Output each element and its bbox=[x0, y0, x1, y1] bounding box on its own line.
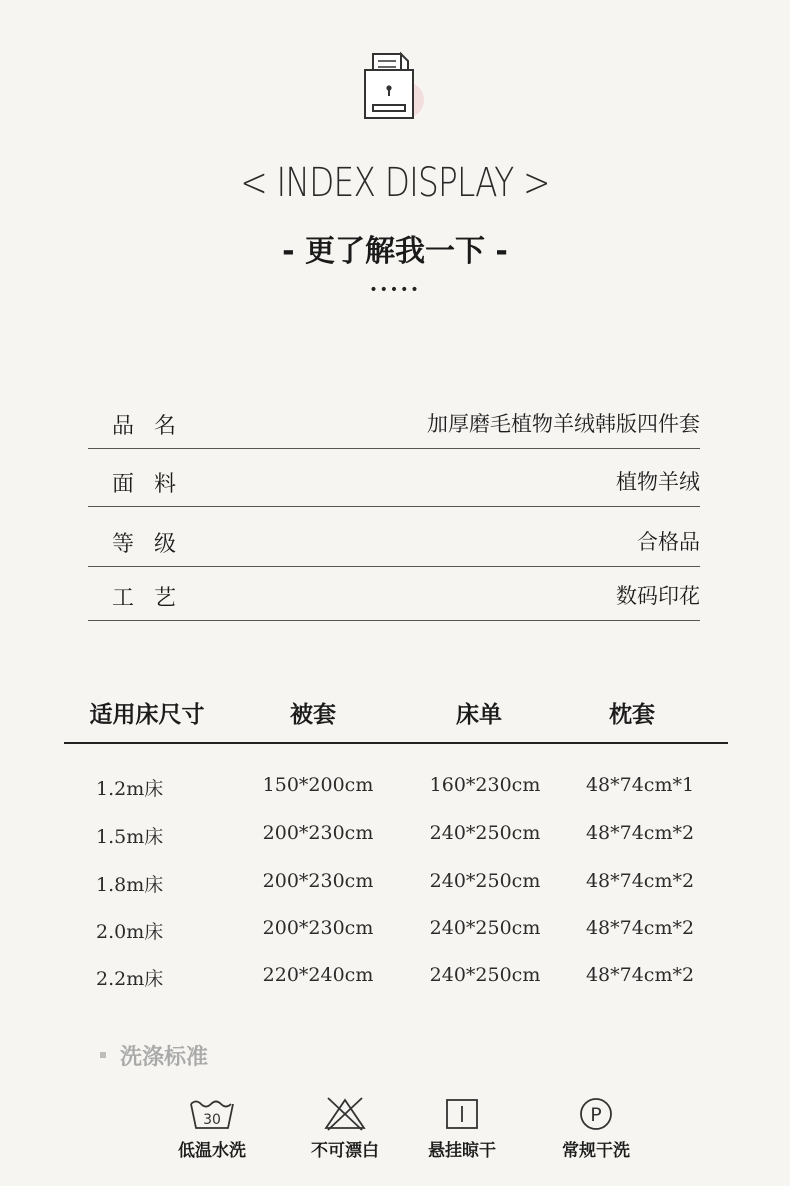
index-display-title: < INDEX DISPLAY > bbox=[240, 160, 550, 206]
cell-sheet: 240*250cm bbox=[429, 870, 541, 892]
wash-30-icon bbox=[187, 1096, 237, 1132]
cell-bed-size: 1.5m床 bbox=[96, 826, 164, 848]
bullet-square-icon bbox=[100, 1052, 106, 1058]
cell-pillow: 48*74cm*1 bbox=[585, 774, 695, 796]
info-row-fabric bbox=[88, 454, 700, 507]
info-value: 加厚磨毛植物羊绒韩版四件套 bbox=[427, 412, 700, 436]
wash-item-no-bleach bbox=[290, 1096, 400, 1161]
header-pillowcase: 枕套 bbox=[609, 702, 655, 728]
cell-bed-size: 1.8m床 bbox=[96, 874, 164, 896]
wash-label: 不可漂白 bbox=[311, 1141, 379, 1161]
no-bleach-icon bbox=[320, 1096, 370, 1132]
wash-label: 悬挂晾干 bbox=[428, 1141, 496, 1161]
size-table-divider bbox=[64, 742, 728, 744]
cell-duvet: 200*230cm bbox=[262, 917, 374, 939]
wash-item-dry-clean bbox=[541, 1096, 651, 1161]
info-label: 等级 bbox=[112, 532, 197, 557]
wash-label: 常规干洗 bbox=[562, 1141, 630, 1161]
cell-bed-size: 1.2m床 bbox=[96, 778, 164, 800]
header-bed-size: 适用床尺寸 bbox=[89, 702, 205, 728]
table-row bbox=[0, 774, 790, 804]
info-value: 植物羊绒 bbox=[616, 470, 700, 494]
washing-title-text: 洗涤标准 bbox=[120, 1045, 209, 1070]
info-value: 数码印花 bbox=[616, 584, 700, 608]
info-label: 面料 bbox=[112, 472, 197, 497]
cell-sheet: 240*250cm bbox=[429, 964, 541, 986]
decorative-dots: ••••• bbox=[369, 282, 421, 298]
size-table-header bbox=[0, 696, 790, 736]
table-row bbox=[0, 964, 790, 994]
info-row-name bbox=[88, 396, 700, 449]
cell-duvet: 200*230cm bbox=[262, 870, 374, 892]
dry-clean-p-icon bbox=[571, 1096, 621, 1132]
table-row bbox=[0, 822, 790, 852]
wash-temp-text: 30 bbox=[203, 1112, 221, 1128]
wash-item-low-temp bbox=[157, 1096, 267, 1161]
cell-pillow: 48*74cm*2 bbox=[585, 822, 695, 844]
wash-label: 低温水洗 bbox=[178, 1141, 246, 1161]
dry-clean-symbol-text: P bbox=[590, 1104, 602, 1126]
cell-duvet: 150*200cm bbox=[262, 774, 374, 796]
info-row-craft bbox=[88, 568, 700, 621]
cell-pillow: 48*74cm*2 bbox=[585, 917, 695, 939]
info-value: 合格品 bbox=[637, 530, 700, 554]
table-row bbox=[0, 917, 790, 947]
hang-dry-icon bbox=[437, 1096, 487, 1132]
info-label: 工艺 bbox=[112, 586, 197, 611]
cell-sheet: 160*230cm bbox=[429, 774, 541, 796]
cell-bed-size: 2.0m床 bbox=[96, 921, 164, 943]
cell-sheet: 240*250cm bbox=[429, 917, 541, 939]
cell-pillow: 48*74cm*2 bbox=[585, 870, 695, 892]
table-row bbox=[0, 870, 790, 900]
cell-bed-size: 2.2m床 bbox=[96, 968, 164, 990]
cell-sheet: 240*250cm bbox=[429, 822, 541, 844]
info-row-grade bbox=[88, 514, 700, 567]
cell-duvet: 220*240cm bbox=[262, 964, 374, 986]
wash-item-hang-dry bbox=[407, 1096, 517, 1161]
cell-pillow: 48*74cm*2 bbox=[585, 964, 695, 986]
document-archive-icon bbox=[352, 48, 432, 124]
section-subtitle: - 更了解我一下 - bbox=[282, 234, 508, 269]
washing-section-title bbox=[100, 1040, 208, 1071]
info-label: 品名 bbox=[112, 414, 197, 439]
cell-duvet: 200*230cm bbox=[262, 822, 374, 844]
header-bed-sheet: 床单 bbox=[456, 702, 502, 728]
header-duvet-cover: 被套 bbox=[290, 702, 336, 728]
